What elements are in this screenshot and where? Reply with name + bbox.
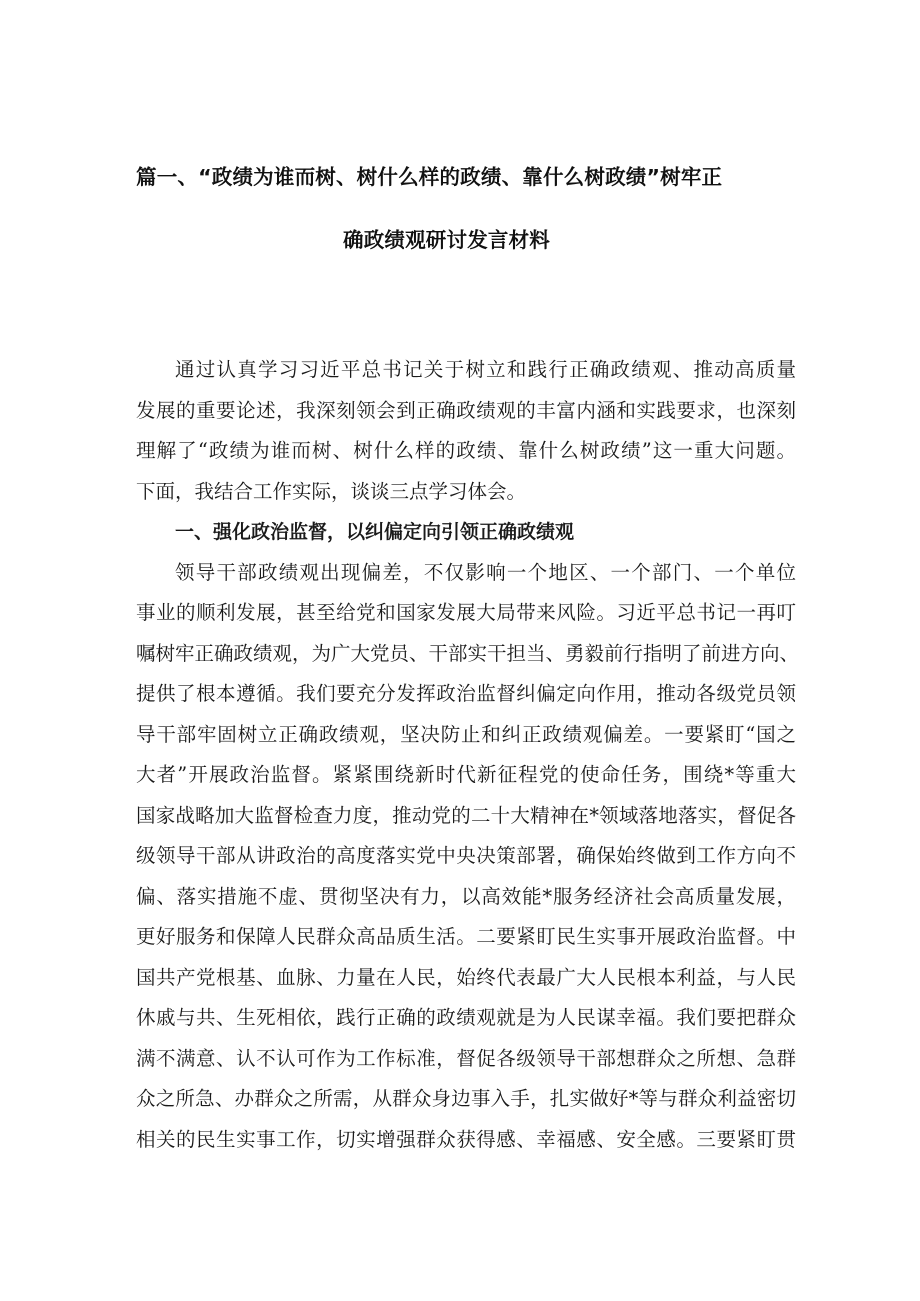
section-line: 休戚与共、生死相依，践行正确的政绩观就是为人民谋幸福。我们要把群众 — [136, 1006, 796, 1029]
document-title-line-2: 确政绩观研讨发言材料 — [343, 228, 550, 252]
section-line: 事业的顺利发展，甚至给党和国家发展大局带来风险。习近平总书记一再叮 — [136, 601, 796, 624]
intro-line: 发展的重要论述，我深刻领会到正确政绩观的丰富内涵和实践要求，也深刻 — [136, 398, 796, 422]
section-line: 国家战略加大监督检查力度，推动党的二十大精神在*领域落地落实，督促各 — [136, 803, 796, 827]
section-line: 相关的民生实事工作，切实增强群众获得感、幸福感、安全感。三要紧盯贯 — [136, 1127, 796, 1151]
section-heading: 一、强化政治监督，以纠偏定向引领正确政绩观 — [175, 521, 575, 543]
document-body — [136, 350, 800, 1160]
section-line: 导干部牢固树立正确政绩观，坚决防止和纠正政绩观偏差。一要紧盯“国之 — [136, 722, 796, 746]
intro-line: 通过认真学习习近平总书记关于树立和践行正确政绩观、推动高质量 — [175, 358, 796, 381]
section-line: 满不满意、认不认可作为工作标准，督促各级领导干部想群众之所想、急群 — [136, 1046, 796, 1070]
document-title-line-1: 篇一、“政绩为谁而树、树什么样的政绩、靠什么树政绩”树牢正 — [136, 165, 723, 189]
section-line: 更好服务和保障人民群众高品质生活。二要紧盯民生实事开展政治监督。中 — [136, 925, 796, 948]
intro-line: 理解了“政绩为谁而树、树什么样的政绩、靠什么树政绩”这一重大问题。 — [136, 439, 796, 462]
section-line: 众之所急、办群众之所需，从群众身边事入手，扎实做好*等与群众利益密切 — [136, 1087, 796, 1110]
section-line: 提供了根本遵循。我们要充分发挥政治监督纠偏定向作用，推动各级党员领 — [136, 682, 796, 705]
section-line: 国共产党根基、血脉、力量在人民，始终代表最广大人民根本利益，与人民 — [136, 965, 796, 989]
section-line: 级领导干部从讲政治的高度落实党中央决策部署，确保始终做到工作方向不 — [136, 844, 796, 867]
section-line: 领导干部政绩观出现偏差，不仅影响一个地区、一个部门、一个单位 — [175, 560, 796, 584]
intro-line: 下面，我结合工作实际，谈谈三点学习体会。 — [136, 479, 527, 503]
section-line: 嘱树牢正确政绩观，为广大党员、干部实干担当、勇毅前行指明了前进方向、 — [136, 641, 800, 665]
section-line: 偏、落实措施不虚、贯彻坚决有力，以高效能*服务经济社会高质量发展， — [136, 884, 796, 908]
section-line: 大者”开展政治监督。紧紧围绕新时代新征程党的使命任务，围绕*等重大 — [136, 763, 796, 786]
